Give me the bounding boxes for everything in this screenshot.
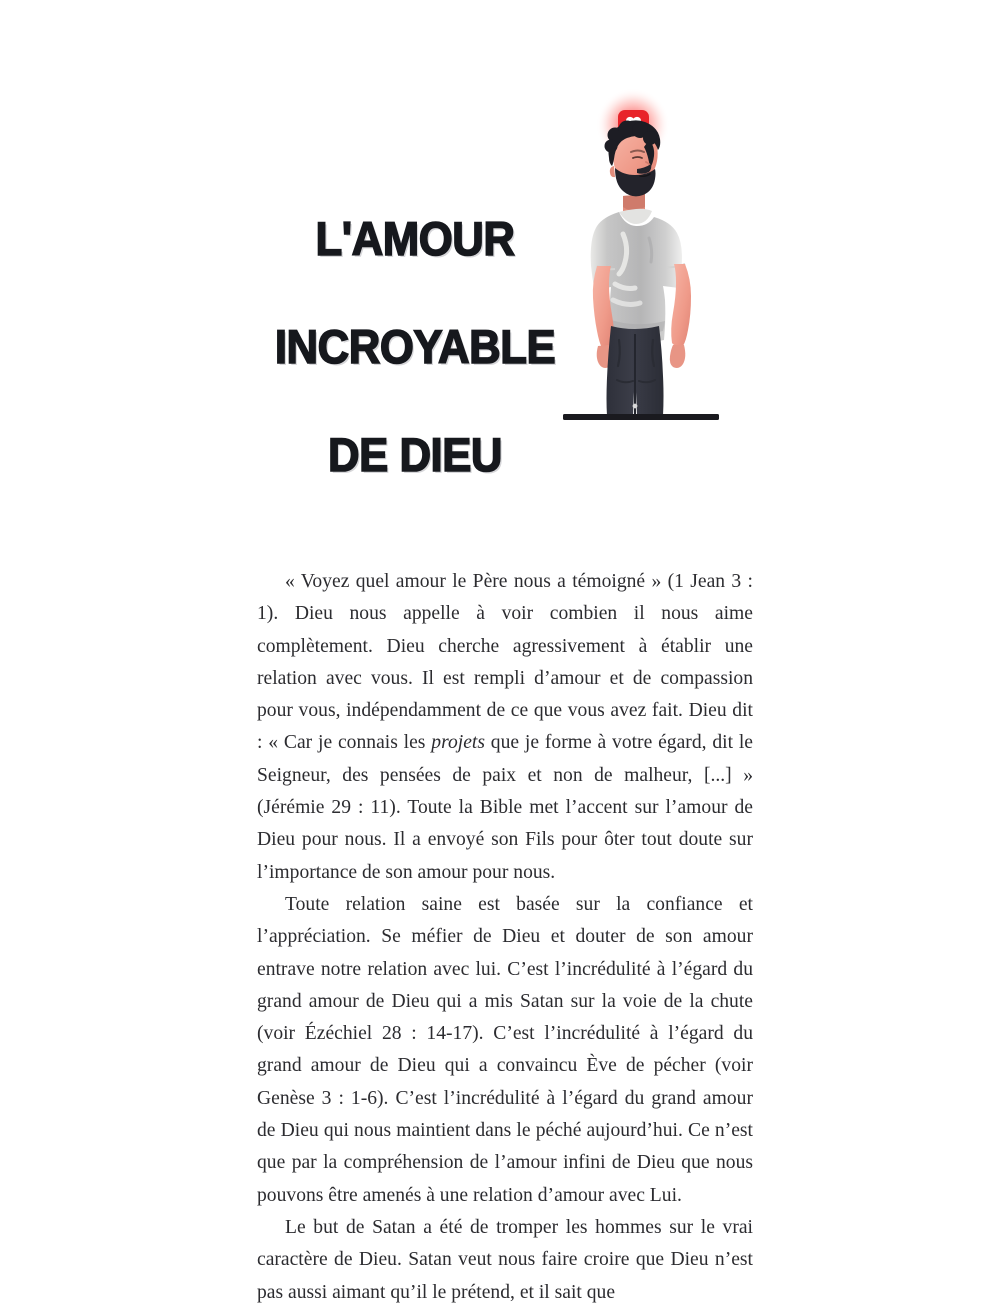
body-text [257,566,753,1309]
paragraph [257,1212,753,1309]
ground-line [563,414,719,420]
chapter-header [0,0,1000,481]
text-run: Le but de Satan a été de tromper les hommes sur le vrai caractère de Dieu. Satan veut nous faire croire que Dieu n’est pas aussi aimant qu’il le prétend, et il sait que [257,1216,753,1303]
paragraph [257,889,753,1212]
text-run: « Voyez quel amour le Père nous a témoigné » (1 Jean 3 : 1). Dieu nous appelle à voir combien il nous aime complètement. Dieu cherche agressivement à établir une relation avec vous. Il est rempli d’amour et de compassion pour vous, indépendamment de ce que vous avez fait. Dieu dit : « Car je connais les [257,571,753,754]
text-run: que je forme à votre égard, dit le Seigneur, des pensées de paix et non de malheur, [...] » (Jérémie 29 : 11). Toute la Bible met l’accent sur l’amour de Dieu pour nous. Il a envoyé son Fils pour ôter tout doute sur l’importance de son amour pour nous. [257,732,753,883]
page-title [262,158,569,536]
emphasis-text: projets [431,732,485,754]
text-run: Toute relation saine est basée sur la confiance et l’appréciation. Se méfier de Dieu et douter de son amour entrave notre relation avec lui. C’est l’incrédulité à l’égard du grand amour de Dieu qui a mis Satan sur la voie de la chute (voir Ézéchiel 28 : 14-17). C’est l’incrédulité à l’égard du grand amour de Dieu qui a convaincu Ève de pécher (voir Genèse 3 : 1-6). C’est l’incrédulité à l’égard du grand amour de Dieu qui nous maintient dans le péché aujourd’hui. Ce n’est que par la compréhension de l’amour infini de Dieu que nous pouvons être amenés à une relation d’amour avec Lui. [257,893,753,1206]
page-title-line-3: DE DIEU [327,428,503,481]
standing-man-figure [563,120,719,420]
page-title-line-1: L'AMOUR [315,212,515,265]
paragraph [257,566,753,889]
head [605,120,661,196]
page-title-line-2: INCROYABLE [274,320,556,373]
pants [607,326,664,416]
chapter-illustration [545,88,745,424]
